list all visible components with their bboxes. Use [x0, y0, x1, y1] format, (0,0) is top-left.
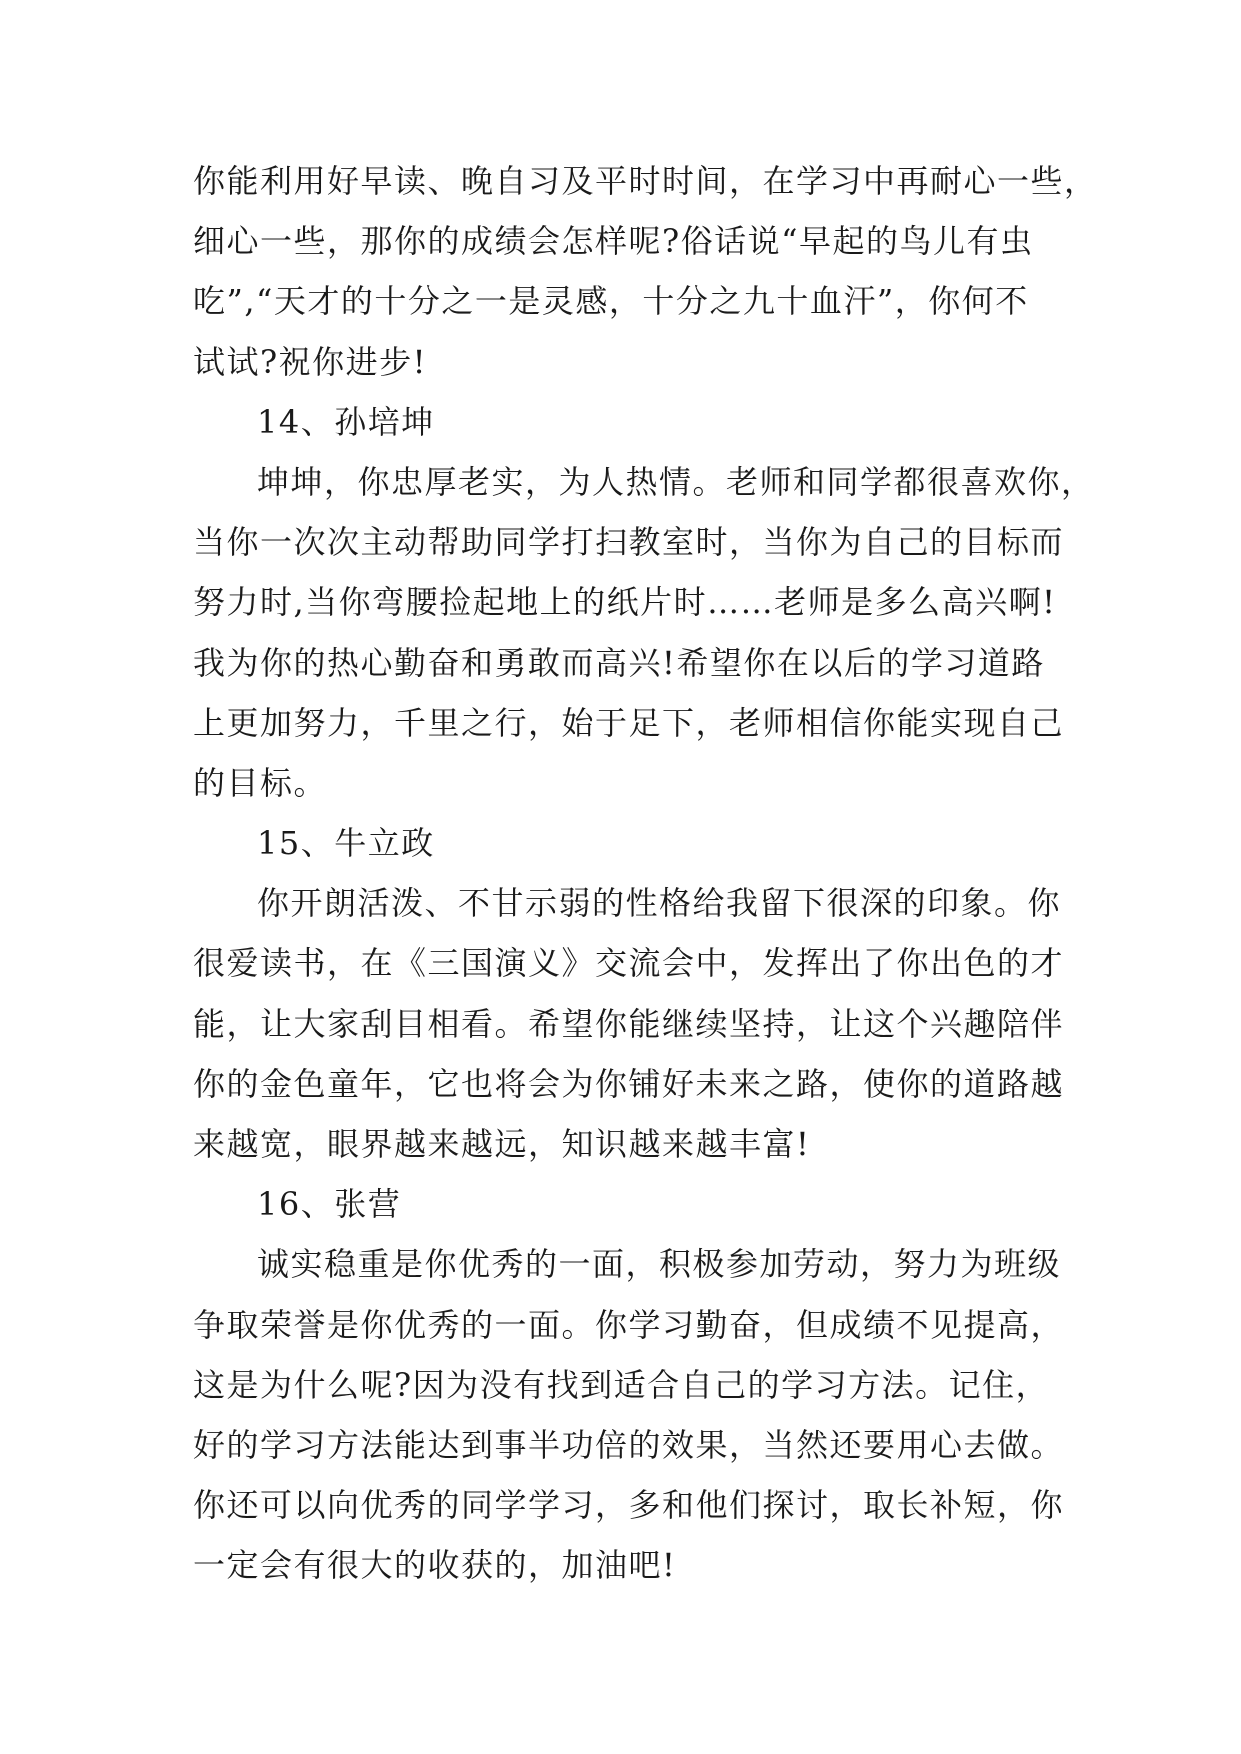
paragraph-line: 的目标。: [193, 763, 328, 802]
paragraph-line: 你的金色童年，它也将会为你铺好未来之路，使你的道路越: [193, 1064, 1065, 1103]
paragraph-line: 这是为什么呢?因为没有找到适合自己的学习方法。记住，: [193, 1365, 1050, 1404]
section-heading: 14、孙培坤: [257, 402, 435, 441]
section-heading: 15、牛立政: [257, 824, 435, 863]
paragraph-line: 吃”,“天才的十分之一是灵感，十分之九十血汗”，你何不: [193, 282, 1029, 321]
paragraph-line: 细心一些，那你的成绩会怎样呢?俗话说“早起的鸟儿有虫: [193, 222, 1034, 261]
paragraph-line: 上更加努力，千里之行，始于足下，老师相信你能实现自己: [193, 703, 1065, 742]
paragraph-line: 当你一次次主动帮助同学打扫教室时，当你为自己的目标而: [193, 523, 1065, 562]
paragraph-line: 试试?祝你进步!: [193, 342, 428, 381]
paragraph-line: 一定会有很大的收获的，加油吧!: [193, 1546, 677, 1585]
paragraph-line: 能，让大家刮目相看。希望你能继续坚持，让这个兴趣陪伴: [193, 1004, 1065, 1043]
section-heading: 16、张营: [257, 1185, 402, 1224]
paragraph-line: 诚实稳重是你优秀的一面，积极参加劳动，努力为班级: [257, 1245, 1062, 1284]
paragraph-line: 争取荣誉是你优秀的一面。你学习勤奋，但成绩不见提高，: [193, 1305, 1065, 1344]
paragraph-line: 来越宽，眼界越来越远，知识越来越丰富!: [193, 1125, 811, 1163]
paragraph-line: 你还可以向优秀的同学学习，多和他们探讨，取长补短，你: [193, 1486, 1065, 1525]
paragraph-line: 你能利用好早读、晚自习及平时时间，在学习中再耐心一些，: [193, 162, 1098, 200]
paragraph-line: 很爱读书，在《三国演义》交流会中，发挥出了你出色的才: [193, 944, 1065, 983]
paragraph-line: 我为你的热心勤奋和勇敢而高兴!希望你在以后的学习道路: [193, 643, 1045, 682]
paragraph-line: 坤坤，你忠厚老实，为人热情。老师和同学都很喜欢你，: [257, 462, 1095, 501]
paragraph-line: 努力时,当你弯腰捡起地上的纸片时……老师是多么高兴啊!: [193, 583, 1057, 622]
paragraph-line: 你开朗活泼、不甘示弱的性格给我留下很深的印象。你: [257, 884, 1062, 923]
document-body: [193, 151, 1098, 1596]
paragraph-line: 好的学习方法能达到事半功倍的效果，当然还要用心去做。: [193, 1425, 1065, 1464]
